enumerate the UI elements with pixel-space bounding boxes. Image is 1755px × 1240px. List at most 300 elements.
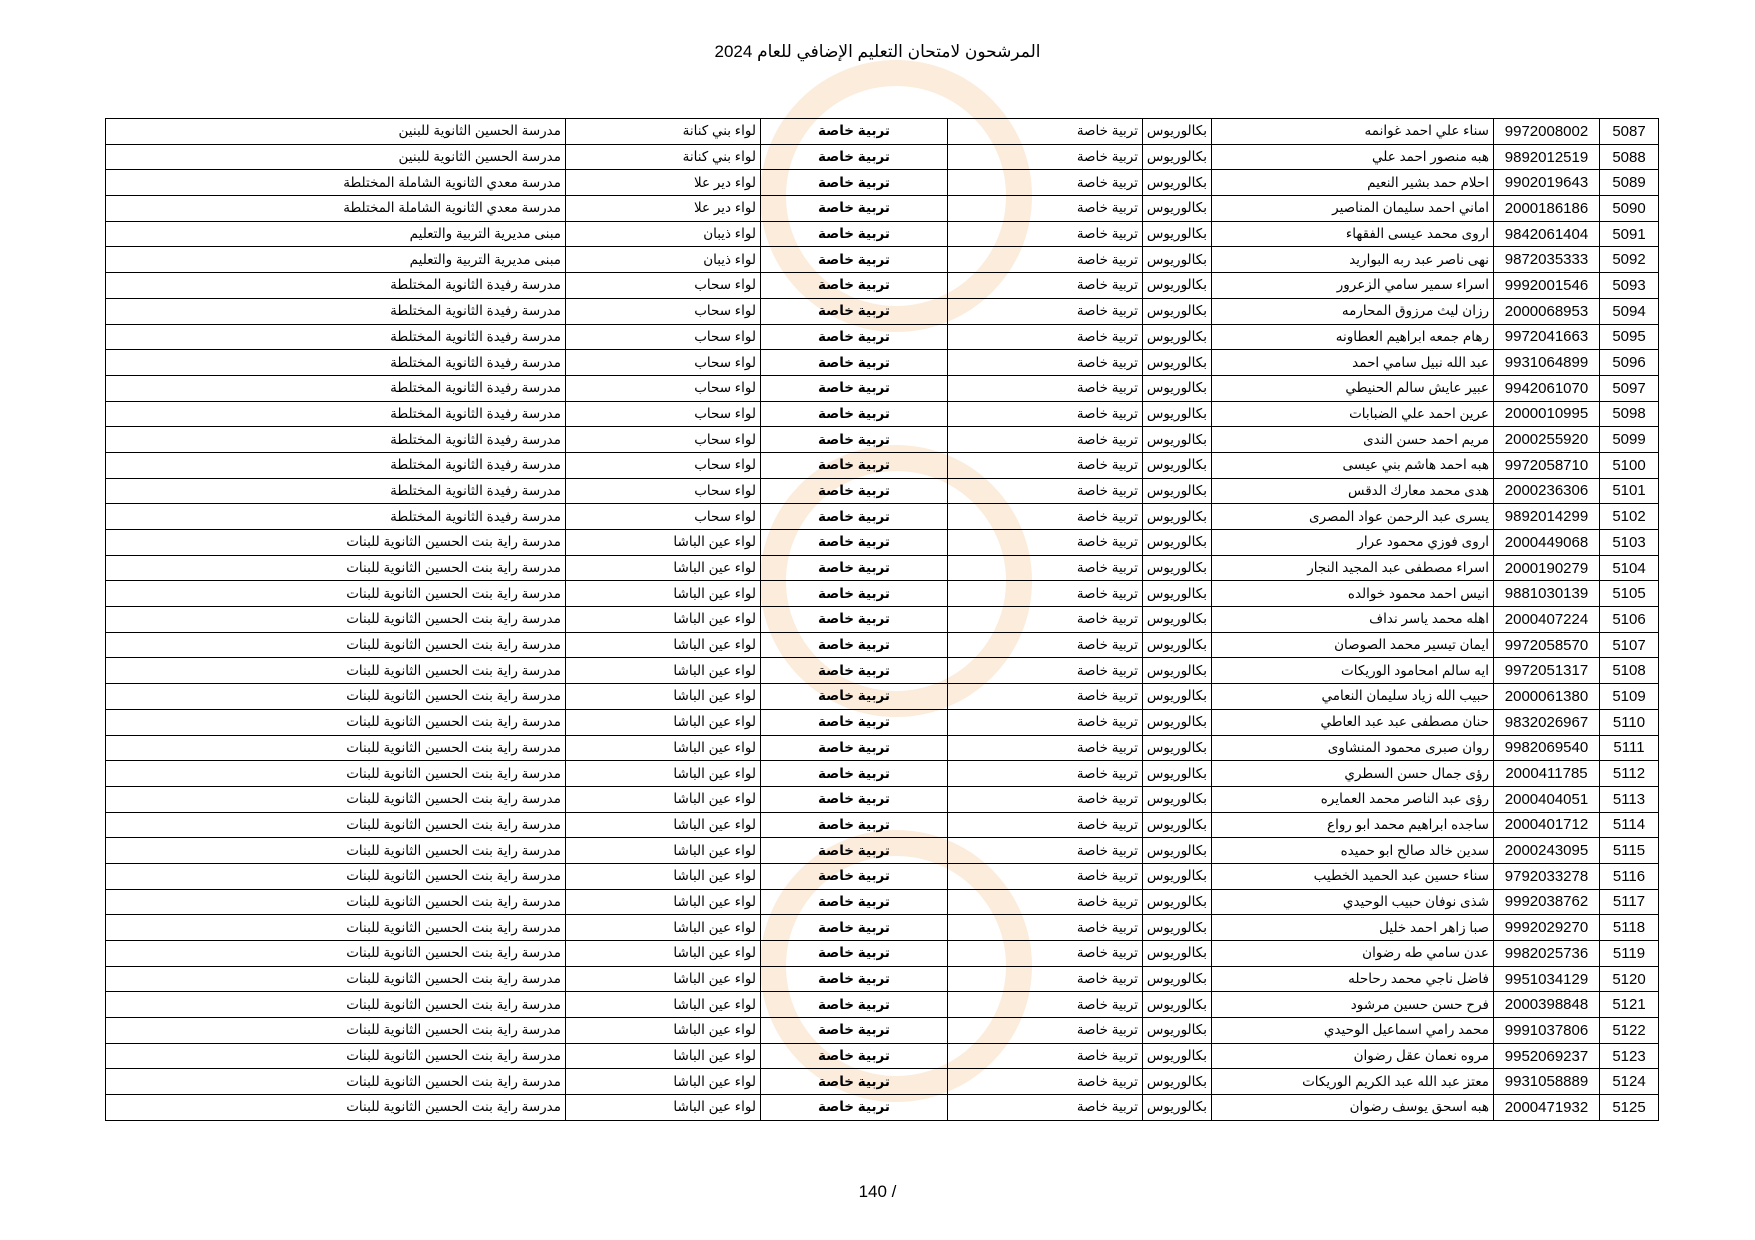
exam-center-cell: مدرسة الحسين الثانوية للبنين bbox=[106, 119, 566, 145]
exam-center-cell: مدرسة راية بنت الحسين الثانوية للبنات bbox=[106, 838, 566, 864]
candidate-name-cell: شذى نوفان حبيب الوحيدي bbox=[1212, 889, 1494, 915]
specialization-cell: تربية خاصة bbox=[948, 504, 1143, 530]
candidate-name-cell: صبا زاهر احمد خليل bbox=[1212, 915, 1494, 941]
table-row bbox=[106, 966, 1659, 992]
exam-subject-cell: تربية خاصة bbox=[761, 1018, 948, 1044]
table-row bbox=[106, 1018, 1659, 1044]
exam-subject-cell: تربية خاصة bbox=[761, 786, 948, 812]
specialization-cell: تربية خاصة bbox=[948, 735, 1143, 761]
exam-center-cell: مبنى مديرية التربية والتعليم bbox=[106, 247, 566, 273]
exam-center-cell: مدرسة رفيدة الثانوية المختلطة bbox=[106, 427, 566, 453]
qualification-cell: بكالوريوس bbox=[1143, 709, 1212, 735]
exam-center-cell: مدرسة رفيدة الثانوية المختلطة bbox=[106, 324, 566, 350]
candidate-name-cell: اسراء مصطفى عبد المجيد النجار bbox=[1212, 555, 1494, 581]
row-number-cell: 5112 bbox=[1600, 761, 1659, 787]
candidate-id-cell: 2000398848 bbox=[1494, 992, 1600, 1018]
candidate-name-cell: رهام جمعه ابراهيم العطاونه bbox=[1212, 324, 1494, 350]
row-number-cell: 5114 bbox=[1600, 812, 1659, 838]
candidate-id-cell: 9972058710 bbox=[1494, 452, 1600, 478]
row-number-cell: 5125 bbox=[1600, 1095, 1659, 1121]
directorate-cell: لواء سحاب bbox=[566, 401, 761, 427]
exam-center-cell: مدرسة رفيدة الثانوية المختلطة bbox=[106, 504, 566, 530]
row-number-cell: 5094 bbox=[1600, 298, 1659, 324]
table-row bbox=[106, 375, 1659, 401]
directorate-cell: لواء عين الباشا bbox=[566, 1095, 761, 1121]
candidate-id-cell: 2000068953 bbox=[1494, 298, 1600, 324]
exam-subject-cell: تربية خاصة bbox=[761, 1095, 948, 1121]
exam-subject-cell: تربية خاصة bbox=[761, 863, 948, 889]
candidate-name-cell: رؤى جمال حسن السطري bbox=[1212, 761, 1494, 787]
exam-center-cell: مدرسة راية بنت الحسين الثانوية للبنات bbox=[106, 709, 566, 735]
directorate-cell: لواء سحاب bbox=[566, 298, 761, 324]
candidate-name-cell: عبد الله نبيل سامي احمد bbox=[1212, 350, 1494, 376]
exam-center-cell: مدرسة راية بنت الحسين الثانوية للبنات bbox=[106, 941, 566, 967]
candidate-name-cell: اروى فوزي محمود عرار bbox=[1212, 530, 1494, 556]
specialization-cell: تربية خاصة bbox=[948, 1043, 1143, 1069]
table-row bbox=[106, 581, 1659, 607]
exam-center-cell: مدرسة راية بنت الحسين الثانوية للبنات bbox=[106, 735, 566, 761]
qualification-cell: بكالوريوس bbox=[1143, 761, 1212, 787]
exam-center-cell: مدرسة راية بنت الحسين الثانوية للبنات bbox=[106, 1095, 566, 1121]
page-number: 140 / bbox=[858, 1182, 897, 1201]
specialization-cell: تربية خاصة bbox=[948, 838, 1143, 864]
specialization-cell: تربية خاصة bbox=[948, 196, 1143, 222]
specialization-cell: تربية خاصة bbox=[948, 555, 1143, 581]
candidate-id-cell: 9992001546 bbox=[1494, 273, 1600, 299]
directorate-cell: لواء سحاب bbox=[566, 478, 761, 504]
candidate-name-cell: فاضل ناجي محمد رحاحله bbox=[1212, 966, 1494, 992]
qualification-cell: بكالوريوس bbox=[1143, 607, 1212, 633]
table-row bbox=[106, 196, 1659, 222]
directorate-cell: لواء عين الباشا bbox=[566, 915, 761, 941]
table-row bbox=[106, 632, 1659, 658]
qualification-cell: بكالوريوس bbox=[1143, 632, 1212, 658]
table-row bbox=[106, 761, 1659, 787]
specialization-cell: تربية خاصة bbox=[948, 1018, 1143, 1044]
directorate-cell: لواء عين الباشا bbox=[566, 581, 761, 607]
exam-subject-cell: تربية خاصة bbox=[761, 144, 948, 170]
qualification-cell: بكالوريوس bbox=[1143, 298, 1212, 324]
qualification-cell: بكالوريوس bbox=[1143, 119, 1212, 145]
row-number-cell: 5106 bbox=[1600, 607, 1659, 633]
exam-center-cell: مدرسة راية بنت الحسين الثانوية للبنات bbox=[106, 786, 566, 812]
directorate-cell: لواء عين الباشا bbox=[566, 812, 761, 838]
row-number-cell: 5099 bbox=[1600, 427, 1659, 453]
candidate-id-cell: 9982025736 bbox=[1494, 941, 1600, 967]
candidate-name-cell: مروه نعمان عقل رضوان bbox=[1212, 1043, 1494, 1069]
directorate-cell: لواء عين الباشا bbox=[566, 530, 761, 556]
candidate-id-cell: 2000471932 bbox=[1494, 1095, 1600, 1121]
exam-center-cell: مدرسة رفيدة الثانوية المختلطة bbox=[106, 401, 566, 427]
row-number-cell: 5108 bbox=[1600, 658, 1659, 684]
directorate-cell: لواء عين الباشا bbox=[566, 941, 761, 967]
table-row bbox=[106, 838, 1659, 864]
row-number-cell: 5092 bbox=[1600, 247, 1659, 273]
exam-center-cell: مدرسة رفيدة الثانوية المختلطة bbox=[106, 452, 566, 478]
exam-center-cell: مدرسة راية بنت الحسين الثانوية للبنات bbox=[106, 555, 566, 581]
specialization-cell: تربية خاصة bbox=[948, 221, 1143, 247]
exam-subject-cell: تربية خاصة bbox=[761, 452, 948, 478]
table-row bbox=[106, 221, 1659, 247]
specialization-cell: تربية خاصة bbox=[948, 530, 1143, 556]
candidate-id-cell: 2000010995 bbox=[1494, 401, 1600, 427]
qualification-cell: بكالوريوس bbox=[1143, 966, 1212, 992]
table-row bbox=[106, 427, 1659, 453]
exam-subject-cell: تربية خاصة bbox=[761, 555, 948, 581]
directorate-cell: لواء عين الباشا bbox=[566, 889, 761, 915]
row-number-cell: 5118 bbox=[1600, 915, 1659, 941]
exam-subject-cell: تربية خاصة bbox=[761, 375, 948, 401]
exam-center-cell: مدرسة راية بنت الحسين الثانوية للبنات bbox=[106, 1018, 566, 1044]
qualification-cell: بكالوريوس bbox=[1143, 555, 1212, 581]
candidate-id-cell: 9881030139 bbox=[1494, 581, 1600, 607]
table-row bbox=[106, 1043, 1659, 1069]
candidate-name-cell: سناء حسين عبد الحميد الخطيب bbox=[1212, 863, 1494, 889]
exam-subject-cell: تربية خاصة bbox=[761, 812, 948, 838]
directorate-cell: لواء سحاب bbox=[566, 504, 761, 530]
exam-subject-cell: تربية خاصة bbox=[761, 607, 948, 633]
row-number-cell: 5097 bbox=[1600, 375, 1659, 401]
candidates-table bbox=[105, 118, 1659, 1121]
candidate-id-cell: 9832026967 bbox=[1494, 709, 1600, 735]
exam-center-cell: مدرسة راية بنت الحسين الثانوية للبنات bbox=[106, 992, 566, 1018]
qualification-cell: بكالوريوس bbox=[1143, 504, 1212, 530]
exam-center-cell: مدرسة راية بنت الحسين الثانوية للبنات bbox=[106, 581, 566, 607]
exam-center-cell: مدرسة معدي الثانوية الشاملة المختلطة bbox=[106, 170, 566, 196]
candidate-id-cell: 9952069237 bbox=[1494, 1043, 1600, 1069]
directorate-cell: لواء سحاب bbox=[566, 452, 761, 478]
qualification-cell: بكالوريوس bbox=[1143, 478, 1212, 504]
candidate-id-cell: 2000401712 bbox=[1494, 812, 1600, 838]
directorate-cell: لواء ذيبان bbox=[566, 247, 761, 273]
candidate-id-cell: 2000255920 bbox=[1494, 427, 1600, 453]
table-row bbox=[106, 478, 1659, 504]
exam-center-cell: مدرسة رفيدة الثانوية المختلطة bbox=[106, 478, 566, 504]
exam-center-cell: مدرسة راية بنت الحسين الثانوية للبنات bbox=[106, 812, 566, 838]
exam-center-cell: مدرسة راية بنت الحسين الثانوية للبنات bbox=[106, 684, 566, 710]
table-row bbox=[106, 273, 1659, 299]
candidate-id-cell: 9902019643 bbox=[1494, 170, 1600, 196]
qualification-cell: بكالوريوس bbox=[1143, 427, 1212, 453]
exam-center-cell: مدرسة رفيدة الثانوية المختلطة bbox=[106, 273, 566, 299]
specialization-cell: تربية خاصة bbox=[948, 273, 1143, 299]
exam-subject-cell: تربية خاصة bbox=[761, 838, 948, 864]
specialization-cell: تربية خاصة bbox=[948, 247, 1143, 273]
directorate-cell: لواء عين الباشا bbox=[566, 863, 761, 889]
candidate-name-cell: رؤى عبد الناصر محمد العمايره bbox=[1212, 786, 1494, 812]
exam-subject-cell: تربية خاصة bbox=[761, 247, 948, 273]
exam-subject-cell: تربية خاصة bbox=[761, 196, 948, 222]
row-number-cell: 5113 bbox=[1600, 786, 1659, 812]
qualification-cell: بكالوريوس bbox=[1143, 581, 1212, 607]
candidate-name-cell: يسرى عبد الرحمن عواد المصرى bbox=[1212, 504, 1494, 530]
exam-subject-cell: تربية خاصة bbox=[761, 761, 948, 787]
directorate-cell: لواء عين الباشا bbox=[566, 684, 761, 710]
candidate-id-cell: 9972058570 bbox=[1494, 632, 1600, 658]
table-row bbox=[106, 144, 1659, 170]
exam-subject-cell: تربية خاصة bbox=[761, 709, 948, 735]
candidate-id-cell: 9892014299 bbox=[1494, 504, 1600, 530]
directorate-cell: لواء عين الباشا bbox=[566, 709, 761, 735]
row-number-cell: 5109 bbox=[1600, 684, 1659, 710]
qualification-cell: بكالوريوس bbox=[1143, 247, 1212, 273]
candidate-name-cell: اهله محمد ياسر نداف bbox=[1212, 607, 1494, 633]
directorate-cell: لواء عين الباشا bbox=[566, 1043, 761, 1069]
specialization-cell: تربية خاصة bbox=[948, 401, 1143, 427]
candidate-id-cell: 9951034129 bbox=[1494, 966, 1600, 992]
candidate-id-cell: 9942061070 bbox=[1494, 375, 1600, 401]
exam-subject-cell: تربية خاصة bbox=[761, 170, 948, 196]
directorate-cell: لواء سحاب bbox=[566, 273, 761, 299]
candidate-name-cell: نهى ناصر عبد ربه البواريد bbox=[1212, 247, 1494, 273]
row-number-cell: 5101 bbox=[1600, 478, 1659, 504]
row-number-cell: 5116 bbox=[1600, 863, 1659, 889]
exam-center-cell: مدرسة راية بنت الحسين الثانوية للبنات bbox=[106, 530, 566, 556]
candidate-name-cell: عبير عايش سالم الحنيطي bbox=[1212, 375, 1494, 401]
qualification-cell: بكالوريوس bbox=[1143, 1018, 1212, 1044]
candidate-name-cell: عدن سامي طه رضوان bbox=[1212, 941, 1494, 967]
candidate-id-cell: 2000186186 bbox=[1494, 196, 1600, 222]
table-row bbox=[106, 1069, 1659, 1095]
qualification-cell: بكالوريوس bbox=[1143, 350, 1212, 376]
specialization-cell: تربية خاصة bbox=[948, 684, 1143, 710]
directorate-cell: لواء سحاب bbox=[566, 350, 761, 376]
row-number-cell: 5107 bbox=[1600, 632, 1659, 658]
specialization-cell: تربية خاصة bbox=[948, 915, 1143, 941]
candidate-name-cell: ساجده ابراهيم محمد ابو رواع bbox=[1212, 812, 1494, 838]
candidate-name-cell: روان صبرى محمود المنشاوى bbox=[1212, 735, 1494, 761]
candidate-name-cell: معتز عبد الله عبد الكريم الوريكات bbox=[1212, 1069, 1494, 1095]
candidate-id-cell: 9872035333 bbox=[1494, 247, 1600, 273]
exam-center-cell: مدرسة راية بنت الحسين الثانوية للبنات bbox=[106, 863, 566, 889]
candidate-name-cell: ايه سالم امحامود الوريكات bbox=[1212, 658, 1494, 684]
exam-center-cell: مدرسة راية بنت الحسين الثانوية للبنات bbox=[106, 966, 566, 992]
specialization-cell: تربية خاصة bbox=[948, 607, 1143, 633]
candidate-name-cell: سدين خالد صالح ابو حميده bbox=[1212, 838, 1494, 864]
specialization-cell: تربية خاصة bbox=[948, 941, 1143, 967]
table-row bbox=[106, 889, 1659, 915]
table-row bbox=[106, 324, 1659, 350]
specialization-cell: تربية خاصة bbox=[948, 452, 1143, 478]
candidate-name-cell: محمد رامي اسماعيل الوحيدي bbox=[1212, 1018, 1494, 1044]
table-row bbox=[106, 658, 1659, 684]
specialization-cell: تربية خاصة bbox=[948, 761, 1143, 787]
table-row bbox=[106, 863, 1659, 889]
candidate-id-cell: 9792033278 bbox=[1494, 863, 1600, 889]
specialization-cell: تربية خاصة bbox=[948, 1069, 1143, 1095]
specialization-cell: تربية خاصة bbox=[948, 658, 1143, 684]
row-number-cell: 5119 bbox=[1600, 941, 1659, 967]
qualification-cell: بكالوريوس bbox=[1143, 992, 1212, 1018]
candidate-id-cell: 9931058889 bbox=[1494, 1069, 1600, 1095]
exam-center-cell: مدرسة راية بنت الحسين الثانوية للبنات bbox=[106, 761, 566, 787]
exam-subject-cell: تربية خاصة bbox=[761, 915, 948, 941]
qualification-cell: بكالوريوس bbox=[1143, 658, 1212, 684]
exam-subject-cell: تربية خاصة bbox=[761, 478, 948, 504]
qualification-cell: بكالوريوس bbox=[1143, 915, 1212, 941]
exam-center-cell: مدرسة راية بنت الحسين الثانوية للبنات bbox=[106, 607, 566, 633]
qualification-cell: بكالوريوس bbox=[1143, 375, 1212, 401]
page-title: المرشحون لامتحان التعليم الإضافي للعام 2024 bbox=[714, 42, 1041, 61]
candidate-id-cell: 2000243095 bbox=[1494, 838, 1600, 864]
candidate-name-cell: هبه منصور احمد علي bbox=[1212, 144, 1494, 170]
row-number-cell: 5104 bbox=[1600, 555, 1659, 581]
table-row bbox=[106, 350, 1659, 376]
exam-subject-cell: تربية خاصة bbox=[761, 273, 948, 299]
candidate-id-cell: 9992029270 bbox=[1494, 915, 1600, 941]
row-number-cell: 5124 bbox=[1600, 1069, 1659, 1095]
candidate-id-cell: 2000061380 bbox=[1494, 684, 1600, 710]
exam-subject-cell: تربية خاصة bbox=[761, 966, 948, 992]
candidate-name-cell: هبه احمد هاشم بني عيسى bbox=[1212, 452, 1494, 478]
candidate-name-cell: رزان ليث مرزوق المحارمه bbox=[1212, 298, 1494, 324]
candidate-id-cell: 9842061404 bbox=[1494, 221, 1600, 247]
exam-subject-cell: تربية خاصة bbox=[761, 350, 948, 376]
exam-center-cell: مدرسة راية بنت الحسين الثانوية للبنات bbox=[106, 632, 566, 658]
row-number-cell: 5121 bbox=[1600, 992, 1659, 1018]
table-row bbox=[106, 170, 1659, 196]
table-row bbox=[106, 735, 1659, 761]
row-number-cell: 5122 bbox=[1600, 1018, 1659, 1044]
table-body bbox=[106, 119, 1659, 1121]
specialization-cell: تربية خاصة bbox=[948, 350, 1143, 376]
qualification-cell: بكالوريوس bbox=[1143, 221, 1212, 247]
specialization-cell: تربية خاصة bbox=[948, 427, 1143, 453]
exam-subject-cell: تربية خاصة bbox=[761, 119, 948, 145]
exam-subject-cell: تربية خاصة bbox=[761, 632, 948, 658]
exam-subject-cell: تربية خاصة bbox=[761, 221, 948, 247]
specialization-cell: تربية خاصة bbox=[948, 966, 1143, 992]
candidate-name-cell: سناء علي احمد غوانمه bbox=[1212, 119, 1494, 145]
candidate-name-cell: انيس احمد محمود خوالده bbox=[1212, 581, 1494, 607]
specialization-cell: تربية خاصة bbox=[948, 298, 1143, 324]
qualification-cell: بكالوريوس bbox=[1143, 401, 1212, 427]
qualification-cell: بكالوريوس bbox=[1143, 1069, 1212, 1095]
specialization-cell: تربية خاصة bbox=[948, 889, 1143, 915]
qualification-cell: بكالوريوس bbox=[1143, 324, 1212, 350]
specialization-cell: تربية خاصة bbox=[948, 144, 1143, 170]
directorate-cell: لواء عين الباشا bbox=[566, 1018, 761, 1044]
candidate-id-cell: 9992038762 bbox=[1494, 889, 1600, 915]
exam-subject-cell: تربية خاصة bbox=[761, 941, 948, 967]
candidate-id-cell: 9972041663 bbox=[1494, 324, 1600, 350]
table-row bbox=[106, 247, 1659, 273]
table-row bbox=[106, 992, 1659, 1018]
exam-subject-cell: تربية خاصة bbox=[761, 401, 948, 427]
row-number-cell: 5095 bbox=[1600, 324, 1659, 350]
table-row bbox=[106, 298, 1659, 324]
exam-subject-cell: تربية خاصة bbox=[761, 735, 948, 761]
candidate-id-cell: 2000236306 bbox=[1494, 478, 1600, 504]
exam-subject-cell: تربية خاصة bbox=[761, 889, 948, 915]
exam-center-cell: مدرسة راية بنت الحسين الثانوية للبنات bbox=[106, 1069, 566, 1095]
row-number-cell: 5103 bbox=[1600, 530, 1659, 556]
exam-subject-cell: تربية خاصة bbox=[761, 581, 948, 607]
candidate-name-cell: اسراء سمير سامي الزعرور bbox=[1212, 273, 1494, 299]
row-number-cell: 5089 bbox=[1600, 170, 1659, 196]
table-row bbox=[106, 452, 1659, 478]
row-number-cell: 5096 bbox=[1600, 350, 1659, 376]
candidate-id-cell: 9972008002 bbox=[1494, 119, 1600, 145]
candidate-name-cell: اماني احمد سليمان المناصير bbox=[1212, 196, 1494, 222]
row-number-cell: 5100 bbox=[1600, 452, 1659, 478]
candidate-name-cell: فرح حسن حسين مرشود bbox=[1212, 992, 1494, 1018]
table-row bbox=[106, 915, 1659, 941]
specialization-cell: تربية خاصة bbox=[948, 992, 1143, 1018]
exam-center-cell: مدرسة الحسين الثانوية للبنين bbox=[106, 144, 566, 170]
candidate-id-cell: 2000449068 bbox=[1494, 530, 1600, 556]
directorate-cell: لواء عين الباشا bbox=[566, 632, 761, 658]
qualification-cell: بكالوريوس bbox=[1143, 170, 1212, 196]
specialization-cell: تربية خاصة bbox=[948, 709, 1143, 735]
exam-center-cell: مدرسة راية بنت الحسين الثانوية للبنات bbox=[106, 889, 566, 915]
qualification-cell: بكالوريوس bbox=[1143, 144, 1212, 170]
row-number-cell: 5120 bbox=[1600, 966, 1659, 992]
table-row bbox=[106, 504, 1659, 530]
qualification-cell: بكالوريوس bbox=[1143, 941, 1212, 967]
row-number-cell: 5117 bbox=[1600, 889, 1659, 915]
exam-subject-cell: تربية خاصة bbox=[761, 324, 948, 350]
specialization-cell: تربية خاصة bbox=[948, 375, 1143, 401]
specialization-cell: تربية خاصة bbox=[948, 119, 1143, 145]
directorate-cell: لواء بني كنانة bbox=[566, 119, 761, 145]
table-row bbox=[106, 1095, 1659, 1121]
directorate-cell: لواء عين الباشا bbox=[566, 555, 761, 581]
row-number-cell: 5123 bbox=[1600, 1043, 1659, 1069]
exam-subject-cell: تربية خاصة bbox=[761, 530, 948, 556]
exam-subject-cell: تربية خاصة bbox=[761, 658, 948, 684]
qualification-cell: بكالوريوس bbox=[1143, 196, 1212, 222]
directorate-cell: لواء عين الباشا bbox=[566, 966, 761, 992]
row-number-cell: 5098 bbox=[1600, 401, 1659, 427]
directorate-cell: لواء بني كنانة bbox=[566, 144, 761, 170]
table-row bbox=[106, 684, 1659, 710]
row-number-cell: 5090 bbox=[1600, 196, 1659, 222]
directorate-cell: لواء دير علا bbox=[566, 196, 761, 222]
qualification-cell: بكالوريوس bbox=[1143, 684, 1212, 710]
exam-subject-cell: تربية خاصة bbox=[761, 1069, 948, 1095]
table-row bbox=[106, 941, 1659, 967]
table-row bbox=[106, 607, 1659, 633]
exam-center-cell: مدرسة راية بنت الحسين الثانوية للبنات bbox=[106, 915, 566, 941]
directorate-cell: لواء سحاب bbox=[566, 375, 761, 401]
exam-subject-cell: تربية خاصة bbox=[761, 427, 948, 453]
candidate-id-cell: 9972051317 bbox=[1494, 658, 1600, 684]
candidate-id-cell: 2000404051 bbox=[1494, 786, 1600, 812]
candidate-id-cell: 2000407224 bbox=[1494, 607, 1600, 633]
specialization-cell: تربية خاصة bbox=[948, 786, 1143, 812]
row-number-cell: 5105 bbox=[1600, 581, 1659, 607]
qualification-cell: بكالوريوس bbox=[1143, 735, 1212, 761]
candidate-id-cell: 9931064899 bbox=[1494, 350, 1600, 376]
qualification-cell: بكالوريوس bbox=[1143, 273, 1212, 299]
table-row bbox=[106, 530, 1659, 556]
directorate-cell: لواء عين الباشا bbox=[566, 607, 761, 633]
specialization-cell: تربية خاصة bbox=[948, 1095, 1143, 1121]
exam-center-cell: مدرسة راية بنت الحسين الثانوية للبنات bbox=[106, 658, 566, 684]
directorate-cell: لواء عين الباشا bbox=[566, 658, 761, 684]
specialization-cell: تربية خاصة bbox=[948, 170, 1143, 196]
candidate-name-cell: عرين احمد علي الضبابات bbox=[1212, 401, 1494, 427]
table-row bbox=[106, 119, 1659, 145]
row-number-cell: 5088 bbox=[1600, 144, 1659, 170]
exam-center-cell: مدرسة رفيدة الثانوية المختلطة bbox=[106, 375, 566, 401]
exam-center-cell: مدرسة راية بنت الحسين الثانوية للبنات bbox=[106, 1043, 566, 1069]
row-number-cell: 5111 bbox=[1600, 735, 1659, 761]
qualification-cell: بكالوريوس bbox=[1143, 1043, 1212, 1069]
exam-subject-cell: تربية خاصة bbox=[761, 298, 948, 324]
directorate-cell: لواء عين الباشا bbox=[566, 1069, 761, 1095]
